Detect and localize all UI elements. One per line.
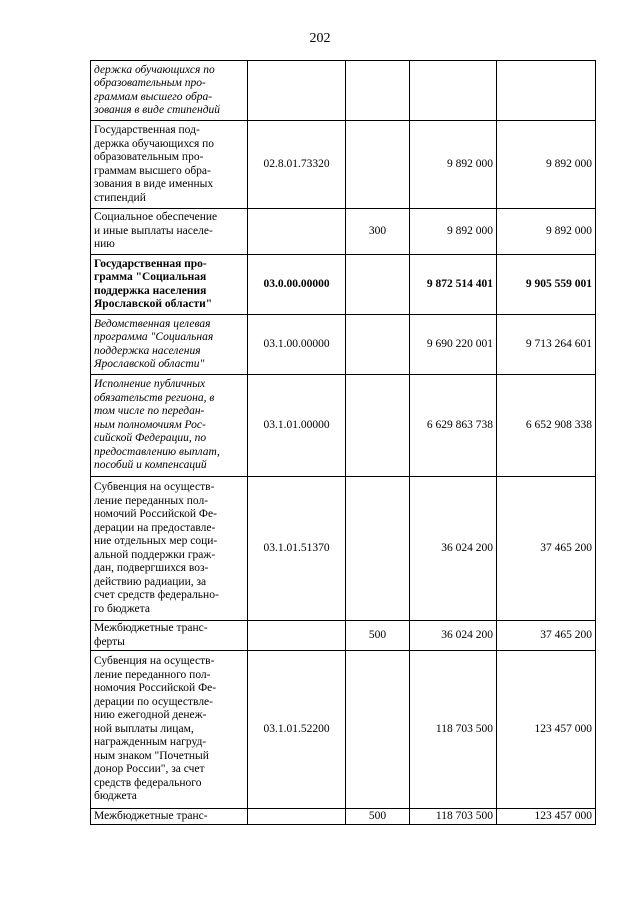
row-amount-year2-text: 9 905 559 001 xyxy=(525,277,592,290)
row-expense-type-cell xyxy=(346,651,410,809)
row-expense-type-cell xyxy=(346,61,410,121)
row-amount-year2-text: 9 892 000 xyxy=(546,157,592,170)
row-expense-type-text: 500 xyxy=(368,628,387,641)
row-amount-year2-text: 6 652 908 338 xyxy=(525,418,592,431)
table-row xyxy=(91,315,596,375)
row-expense-type-cell xyxy=(346,121,410,209)
row-name-cell xyxy=(91,121,248,209)
row-amount-year2-text: 37 465 200 xyxy=(540,628,592,641)
row-code-cell xyxy=(248,651,346,809)
budget-table xyxy=(90,60,596,825)
row-amount-year1-cell xyxy=(410,809,497,825)
row-name-text: Государственная про- грамма "Социальная поддержка населения Ярославской области" xyxy=(94,257,213,310)
row-name-text: Межбюджетные транс- ферты xyxy=(94,622,208,648)
row-code-cell xyxy=(248,209,346,255)
row-name-cell xyxy=(91,651,248,809)
row-amount-year1-cell xyxy=(410,315,497,375)
row-name-text: Ведомственная целевая программа "Социальная поддержка населения Ярославской области" xyxy=(94,317,214,370)
row-expense-type-cell xyxy=(346,209,410,255)
row-amount-year1-cell xyxy=(410,375,497,477)
table-row xyxy=(91,621,596,651)
row-expense-type-cell xyxy=(346,621,410,651)
row-name-cell xyxy=(91,255,248,315)
row-expense-type-cell xyxy=(346,375,410,477)
row-amount-year1-text: 6 629 863 738 xyxy=(426,418,493,431)
row-name-text: Межбюджетные транс- xyxy=(94,809,208,822)
row-amount-year1-cell xyxy=(410,255,497,315)
row-amount-year1-text: 9 690 220 001 xyxy=(426,337,493,350)
table-row xyxy=(91,61,596,121)
row-amount-year1-text: 118 703 500 xyxy=(435,722,493,735)
row-code-text: 02.8.01.73320 xyxy=(263,157,330,170)
row-amount-year1-text: 118 703 500 xyxy=(435,809,493,822)
row-amount-year2-cell xyxy=(497,61,596,121)
row-name-text: Субвенция на осуществ- ление переданного пол- номочия Российской Фе- дерации по осуществле- нию ежегодной денеж- ной выплаты лицам, награжденным нагруд- ным знаком "Почетный донор России", за счет средств федерального бюджета xyxy=(94,655,217,803)
row-name-cell xyxy=(91,315,248,375)
row-code-text: 03.1.01.52200 xyxy=(263,722,330,735)
row-name-cell xyxy=(91,477,248,621)
table-row xyxy=(91,809,596,825)
row-amount-year2-cell xyxy=(497,621,596,651)
row-amount-year2-cell xyxy=(497,315,596,375)
row-code-cell xyxy=(248,315,346,375)
row-amount-year1-text: 36 024 200 xyxy=(441,541,493,554)
row-name-text: Социальное обеспечение и иные выплаты населе- нию xyxy=(94,211,218,251)
row-amount-year2-cell xyxy=(497,121,596,209)
budget-table-body xyxy=(91,61,596,825)
row-name-cell xyxy=(91,209,248,255)
row-amount-year2-text: 123 457 000 xyxy=(534,722,592,735)
row-name-cell xyxy=(91,809,248,825)
row-name-text: Государственная под- держка обучающихся по образовательным про- граммам высшего обра- зования в виде именных стипендий xyxy=(94,124,215,204)
row-expense-type-text: 500 xyxy=(368,809,387,822)
row-amount-year2-cell xyxy=(497,209,596,255)
table-row xyxy=(91,477,596,621)
row-amount-year2-cell xyxy=(497,477,596,621)
page-number: 202 xyxy=(309,31,331,46)
row-amount-year1-text: 9 892 000 xyxy=(447,224,493,237)
row-expense-type-text: 300 xyxy=(368,224,387,237)
row-name-text: держка обучающихся по образовательным про- граммам высшего обра- зования в виде стипендий xyxy=(94,63,221,116)
row-amount-year2-cell xyxy=(497,375,596,477)
table-row xyxy=(91,121,596,209)
row-code-cell xyxy=(248,621,346,651)
row-code-cell xyxy=(248,375,346,477)
row-amount-year1-text: 36 024 200 xyxy=(441,628,493,641)
row-code-cell xyxy=(248,61,346,121)
row-amount-year2-text: 9 892 000 xyxy=(546,224,592,237)
row-expense-type-cell xyxy=(346,477,410,621)
row-expense-type-cell xyxy=(346,809,410,825)
row-code-text: 03.0.00.00000 xyxy=(263,277,330,290)
row-name-cell xyxy=(91,375,248,477)
row-name-text: Субвенция на осуществ- ление переданных пол- номочий Российской Фе- дерации на предоставле- ние отдельных мер соци- альной поддержки граж- дан, подвергшихся воз- действию радиации, за счет средств федерально- го бюджета xyxy=(94,481,219,615)
row-expense-type-cell xyxy=(346,315,410,375)
row-code-cell xyxy=(248,121,346,209)
row-amount-year1-cell xyxy=(410,209,497,255)
row-amount-year2-cell xyxy=(497,651,596,809)
row-amount-year1-cell xyxy=(410,621,497,651)
row-amount-year1-text: 9 872 514 401 xyxy=(426,277,493,290)
row-amount-year1-cell xyxy=(410,651,497,809)
row-amount-year1-cell xyxy=(410,121,497,209)
table-row xyxy=(91,255,596,315)
row-code-text: 03.1.01.51370 xyxy=(263,541,330,554)
row-name-text: Исполнение публичных обязательств региона, в том числе по передан- ным полномочиям Рос- сийской Федерации, по предоставлению выплат, пособий и компенсаций xyxy=(94,378,220,472)
row-amount-year2-cell xyxy=(497,255,596,315)
row-code-cell xyxy=(248,477,346,621)
table-row xyxy=(91,651,596,809)
row-amount-year2-text: 123 457 000 xyxy=(534,809,592,822)
row-name-cell xyxy=(91,61,248,121)
table-row xyxy=(91,209,596,255)
row-amount-year2-text: 9 713 264 601 xyxy=(525,337,592,350)
row-code-cell xyxy=(248,255,346,315)
row-expense-type-cell xyxy=(346,255,410,315)
row-amount-year1-text: 9 892 000 xyxy=(447,157,493,170)
row-amount-year1-cell xyxy=(410,477,497,621)
row-amount-year2-text: 37 465 200 xyxy=(540,541,592,554)
row-name-cell xyxy=(91,621,248,651)
row-code-cell xyxy=(248,809,346,825)
row-code-text: 03.1.00.00000 xyxy=(263,337,330,350)
row-amount-year2-cell xyxy=(497,809,596,825)
table-row xyxy=(91,375,596,477)
row-code-text: 03.1.01.00000 xyxy=(263,418,330,431)
row-amount-year1-cell xyxy=(410,61,497,121)
